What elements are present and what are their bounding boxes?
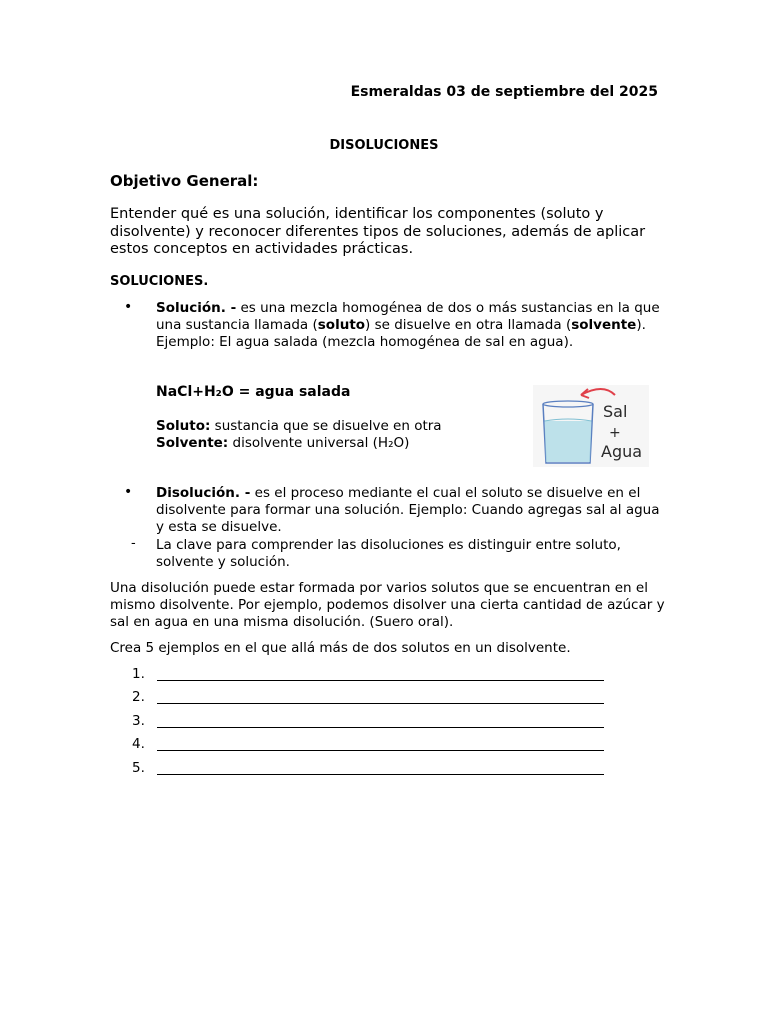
answer-line-1[interactable]: [157, 668, 604, 681]
glass-rim: [543, 401, 593, 407]
bullet-point: •: [124, 484, 133, 500]
handwritten-plus: +: [609, 425, 621, 441]
list-number: 1.: [132, 666, 145, 682]
solution-definition: [156, 300, 661, 351]
exercise-prompt: Crea 5 ejemplos en el que allá más de dos solutos en un disolvente.: [110, 640, 571, 656]
solution-text-2: ) se disuelve en otra llamada (: [365, 317, 572, 333]
solution-text-3: ). Ejemplo: El agua salada (mezcla homogénea de sal en agua).: [156, 317, 646, 350]
list-number: 2.: [132, 689, 145, 705]
clave-text: La clave para comprender las disoluciones es distinguir entre soluto, solvente y solución.: [156, 537, 621, 570]
list-number: 3.: [132, 713, 145, 729]
dash-point: -: [131, 536, 136, 551]
list-number: 4.: [132, 736, 145, 752]
list-number: 5.: [132, 760, 145, 776]
document-title: DISOLUCIONES: [329, 138, 439, 153]
disolucion-text: es el proceso mediante el cual el soluto se disuelve en el disolvente para formar una solución. Ejemplo: Cuando agregas sal al agua y esta se disuelve.: [156, 485, 660, 535]
bullet-point: •: [124, 299, 133, 315]
disolucion-term: Disolución. -: [156, 485, 251, 501]
water-fill: [545, 421, 592, 462]
solvente-text: disolvente universal (H₂O): [228, 435, 410, 451]
glass-drawing: [533, 385, 649, 467]
answer-line-5[interactable]: [157, 762, 604, 775]
paragraph-solutes: Una disolución puede estar formada por varios solutos que se encuentran en el mismo disolvente. Por ejemplo, podemos disolver una cierta cantidad de azúcar y sal en agua en una misma disolución. (Suero oral).: [110, 580, 665, 630]
objective-heading: Objetivo General:: [110, 172, 259, 190]
answer-line-4[interactable]: [157, 738, 604, 751]
document-date: Esmeraldas 03 de septiembre del 2025: [350, 84, 658, 100]
objective-text: Entender qué es una solución, identificar los componentes (soluto y disolvente) y reconocer diferentes tipos de soluciones, además de aplicar estos conceptos en actividades prácticas.: [110, 206, 646, 257]
soluto-label: Soluto:: [156, 418, 211, 434]
salt-water-illustration: [533, 385, 649, 467]
solutions-heading: SOLUCIONES.: [110, 274, 209, 289]
soluto-text: sustancia que se disuelve en otra: [210, 418, 442, 434]
solution-text-1: es una mezcla homogénea de dos o más sustancias en la que una sustancia llamada (: [156, 300, 660, 333]
formula: NaCl+H₂O = agua salada: [156, 384, 351, 400]
solvente-word: solvente: [571, 317, 637, 333]
handwritten-agua: Agua: [601, 442, 643, 461]
solvente-line: [156, 435, 409, 451]
water-surface: [545, 419, 592, 421]
soluto-word: soluto: [317, 317, 366, 333]
answer-line-3[interactable]: [157, 715, 604, 728]
solvente-label: Solvente:: [156, 435, 229, 451]
soluto-line: [156, 418, 442, 434]
disolucion-definition: [156, 485, 661, 536]
handwritten-sal: Sal: [603, 402, 628, 421]
solution-term: Solución. -: [156, 300, 237, 316]
answer-line-2[interactable]: [157, 691, 604, 704]
